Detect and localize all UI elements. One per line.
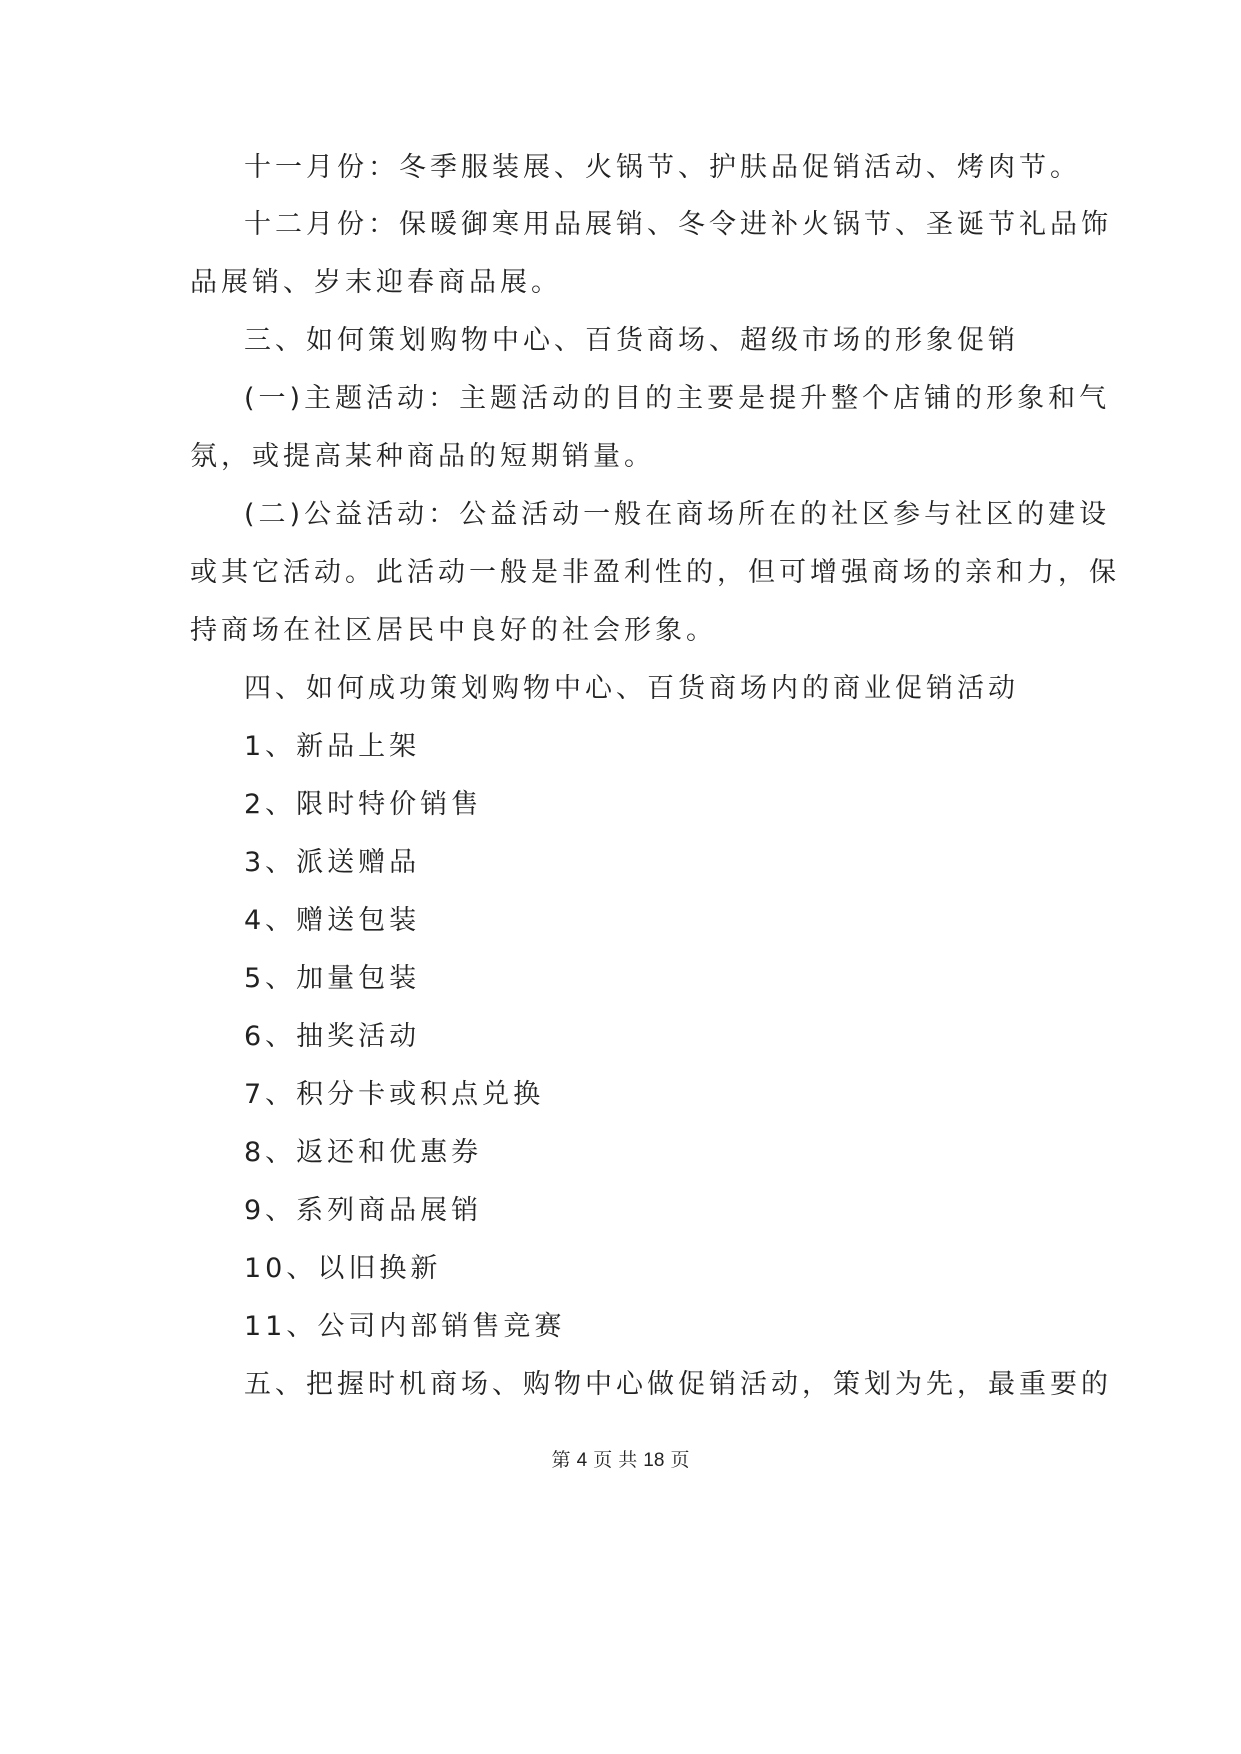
footer-middle: 页 共 (593, 1449, 638, 1471)
list-item: 4、赠送包装 (244, 905, 421, 936)
list-item: 2、限时特价销售 (244, 789, 483, 820)
paragraph-line: (二)公益活动：公益活动一般在商场所在的社区参与社区的建设 (244, 499, 1111, 530)
paragraph-line: 四、如何成功策划购物中心、百货商场内的商业促销活动 (244, 673, 1019, 704)
footer-prefix: 第 (551, 1449, 571, 1471)
list-item: 10、以旧换新 (244, 1253, 442, 1284)
paragraph-line: 三、如何策划购物中心、百货商场、超级市场的形象促销 (244, 325, 1019, 356)
section-heading-five: 五、把握时机商场、购物中心做促销活动，策划为先，最重要的 (244, 1369, 1112, 1400)
list-item: 11、公司内部销售竞赛 (244, 1311, 566, 1342)
paragraph-line: 品展销、岁末迎春商品展。 (190, 267, 562, 298)
footer-suffix: 页 (670, 1449, 690, 1471)
list-item: 3、派送赠品 (244, 847, 421, 878)
total-pages-number: 18 (643, 1450, 665, 1471)
list-item: 8、返还和优惠券 (244, 1137, 483, 1168)
list-item: 6、抽奖活动 (244, 1021, 421, 1052)
paragraph-line: 氛，或提高某种商品的短期销量。 (190, 441, 655, 472)
page-footer (0, 1445, 1241, 1472)
paragraph-line: 或其它活动。此活动一般是非盈利性的，但可增强商场的亲和力，保 (190, 557, 1120, 588)
list-item: 1、新品上架 (244, 731, 421, 762)
list-item: 9、系列商品展销 (244, 1195, 483, 1226)
paragraph-line: 持商场在社区居民中良好的社会形象。 (190, 615, 717, 646)
paragraph-line: (一)主题活动：主题活动的目的主要是提升整个店铺的形象和气 (244, 383, 1111, 414)
current-page-number: 4 (576, 1450, 588, 1471)
paragraph-line: 十二月份：保暖御寒用品展销、冬令进补火锅节、圣诞节礼品饰 (244, 209, 1112, 240)
list-item: 7、积分卡或积点兑换 (244, 1079, 545, 1110)
list-item: 5、加量包装 (244, 963, 421, 994)
paragraph-line: 十一月份：冬季服装展、火锅节、护肤品促销活动、烤肉节。 (244, 152, 1081, 183)
